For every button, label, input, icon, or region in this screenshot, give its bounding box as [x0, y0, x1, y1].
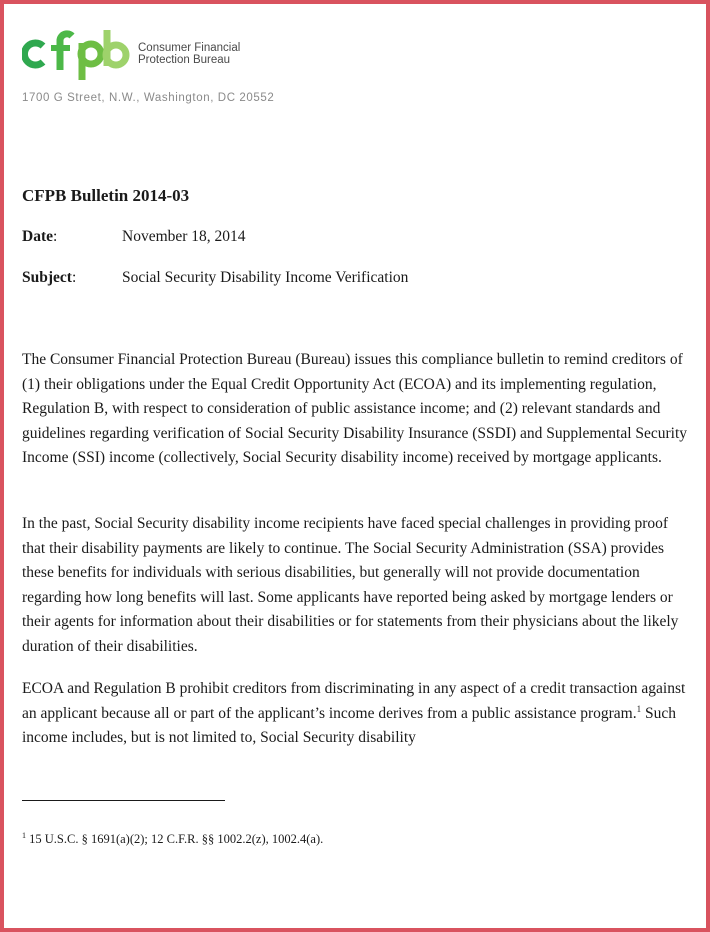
paragraph-3 — [22, 677, 690, 751]
paragraph-3-part-a: ECOA and Regulation B prohibit creditors from discriminating in any aspect of a credit transaction against an applicant because all or part of the applicant’s income derives from a public assistance program. — [22, 680, 686, 722]
org-name-line1: Consumer Financial — [138, 42, 241, 54]
subject-row: Subject: Social Security Disability Income Verification — [22, 269, 409, 286]
paragraph-3-part-b: Such income includes, but is not limited to, Social Security disability — [22, 704, 676, 746]
paragraph-2: In the past, Social Security disability income recipients have faced special challenges in providing proof that their disability payments are likely to continue. The Social Security Administration (SSA) provides these benefits for individuals with serious disabilities, but generally will not provide documentation regarding how long benefits will last. Some applicants have reported being asked by mortgage lenders or their agents for information about their disabilities or for statements from their physicians about the likely duration of their disabilities. — [22, 515, 679, 655]
cfpb-logo-mark — [22, 26, 130, 82]
date-value: November 18, 2014 — [122, 228, 246, 245]
footnote-ref[interactable]: 1 — [636, 703, 642, 714]
footnote-divider — [22, 800, 225, 801]
bulletin-title: CFPB Bulletin 2014-03 — [22, 186, 190, 205]
footnote-text: 15 U.S.C. § 1691(a)(2); 12 C.F.R. §§ 1002.2(z), 1002.4(a). — [26, 832, 324, 846]
paragraph-1: The Consumer Financial Protection Bureau (Bureau) issues this compliance bulletin to remind creditors of (1) their obligations under the Equal Credit Opportunity Act (ECOA) and its implementing regulation, Regulation B, with respect to consideration of public assistance income; and (2) relevant standards and guidelines regarding verification of Social Security Disability Insurance (SSDI) and Supplemental Security Income (SSI) income (collectively, Social Security disability income) received by mortgage applicants. — [22, 351, 688, 466]
date-row: Date: November 18, 2014 — [22, 228, 246, 245]
subject-value: Social Security Disability Income Verification — [122, 269, 409, 286]
address: 1700 G Street, N.W., Washington, DC 20552 — [22, 92, 275, 104]
date-label: Date — [22, 228, 53, 245]
org-name-line2: Protection Bureau — [138, 54, 231, 66]
subject-label: Subject — [22, 269, 72, 286]
footnote-marker: 1 — [22, 830, 26, 840]
cfpb-logo — [22, 26, 240, 82]
footnote-1 — [22, 832, 323, 847]
org-name — [138, 42, 240, 66]
